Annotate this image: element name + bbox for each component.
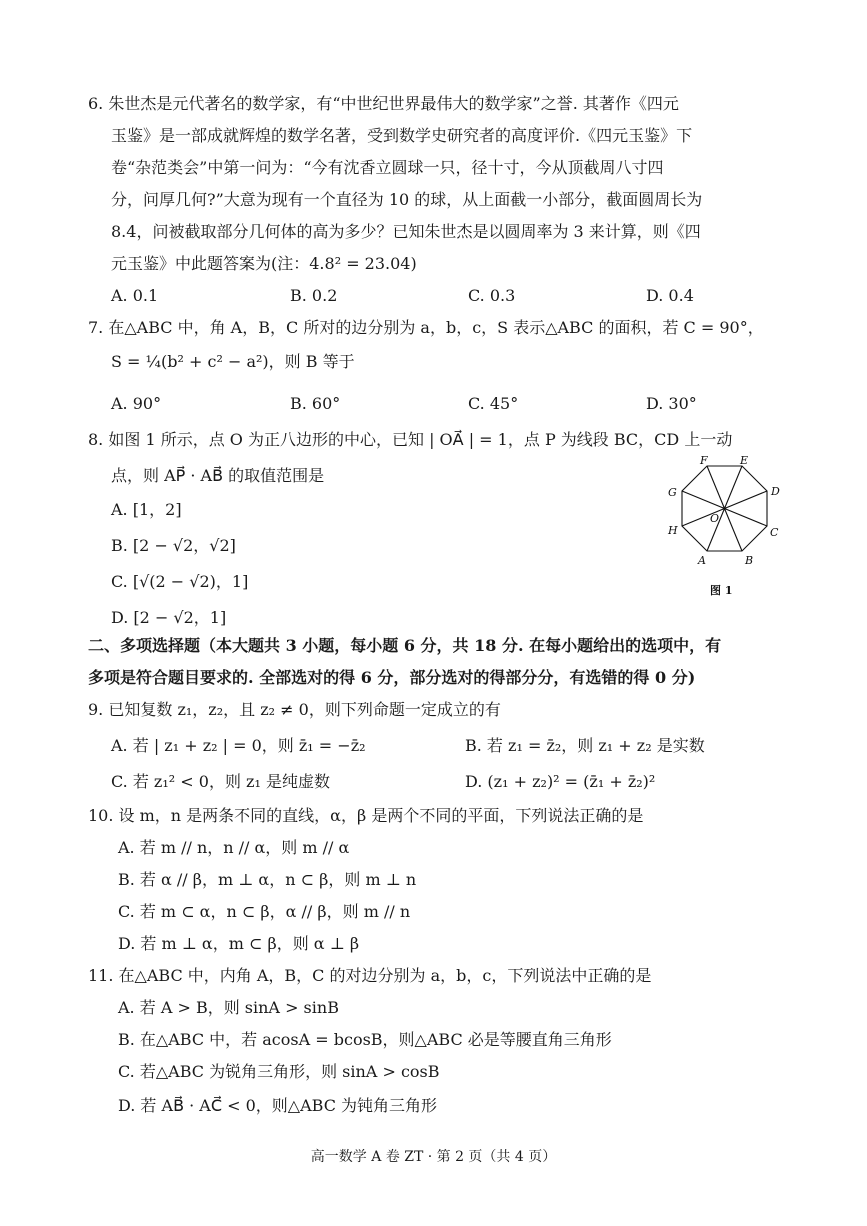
q11-option-b: B. 在△ABC 中，若 acosA = bcosB，则△ABC 必是等腰直角三角形 — [118, 1030, 612, 1049]
q7-option-c: C. 45° — [468, 394, 519, 413]
q10-option-a: A. 若 m // n，n // α，则 m // α — [118, 838, 350, 857]
q10-option-b: B. 若 α // β，m ⊥ α，n ⊂ β，则 m ⊥ n — [118, 870, 417, 889]
q10-line-1: 10. 设 m，n 是两条不同的直线，α，β 是两个不同的平面，下列说法正确的是 — [88, 806, 644, 825]
q8-line-2: 点，则 AP⃗ · AB⃗ 的取值范围是 — [111, 466, 325, 485]
q9-option-a: A. 若 | z₁ + z₂ | = 0，则 z̄₁ = −z̄₂ — [111, 736, 366, 755]
label-f: F — [700, 456, 708, 467]
q9-option-d: D. (z₁ + z₂)² = (z̄₁ + z̄₂)² — [465, 772, 656, 791]
q6-line-3: 卷“杂范类会”中第一问为：“今有沈香立圆球一只，径十寸，今从顶截周八寸四 — [111, 158, 664, 177]
q10-option-c: C. 若 m ⊂ α，n ⊂ β，α // β，则 m // n — [118, 902, 411, 921]
q6-line-6: 元玉鉴》中此题答案为(注：4.8² = 23.04) — [111, 254, 417, 273]
q8-line-1: 8. 如图 1 所示，点 O 为正八边形的中心，已知 | OA⃗ | = 1，点 P 为线段 BC，CD 上一动 — [88, 430, 733, 449]
q10-option-d: D. 若 m ⊥ α，m ⊂ β，则 α ⊥ β — [118, 934, 360, 953]
q8-option-b: B. [2 − √2，√2] — [111, 536, 236, 555]
q7-line-1: 7. 在△ABC 中，角 A，B，C 所对的边分别为 a，b，c，S 表示△ABC 的面积，若 C = 90°， — [88, 318, 764, 337]
q8-option-c: C. [√(2 − √2)，1] — [111, 572, 249, 591]
q11-option-a: A. 若 A > B，则 sinA > sinB — [118, 998, 339, 1017]
label-c: C — [770, 526, 779, 539]
q6-line-4: 分，问厚几何?”大意为现有一个直径为 10 的球，从上面截一小部分，截面圆周长为 — [111, 190, 703, 209]
q6-option-c: C. 0.3 — [468, 286, 516, 305]
section-2-line-2: 多项是符合题目要求的. 全部选对的得 6 分，部分选对的得部分分，有选错的得 0 分) — [88, 668, 696, 687]
q8-option-a: A. [1，2] — [111, 500, 182, 519]
label-g: G — [668, 486, 677, 499]
q7-option-b: B. 60° — [290, 394, 341, 413]
q6-option-a: A. 0.1 — [111, 286, 159, 305]
q7-option-a: A. 90° — [111, 394, 162, 413]
label-o: O — [710, 512, 720, 525]
q6-line-1: 6. 朱世杰是元代著名的数学家，有“中世纪世界最伟大的数学家”之誉. 其著作《四元 — [88, 94, 679, 113]
q11-option-c: C. 若△ABC 为锐角三角形，则 sinA > cosB — [118, 1062, 440, 1081]
page-footer: 高一数学 A 卷 ZT · 第 2 页（共 4 页） — [310, 1149, 557, 1165]
q6-option-d: D. 0.4 — [646, 286, 694, 305]
label-d: D — [771, 485, 780, 498]
q7-option-d: D. 30° — [646, 394, 697, 413]
label-a: A — [698, 554, 706, 567]
q9-line-1: 9. 已知复数 z₁，z₂，且 z₂ ≠ 0，则下列命题一定成立的有 — [88, 700, 501, 719]
q8-option-d: D. [2 − √2，1] — [111, 608, 227, 627]
q6-line-5: 8.4，问被截取部分几何体的高为多少？已知朱世杰是以圆周率为 3 来计算，则《四 — [111, 222, 701, 241]
octagon-figure — [660, 456, 790, 606]
label-e: E — [740, 456, 749, 467]
section-2-line-1: 二、多项选择题（本大题共 3 小题，每小题 6 分，共 18 分. 在每小题给出的选项中，有 — [88, 636, 722, 655]
q6-line-2: 玉鉴》是一部成就辉煌的数学名著，受到数学史研究者的高度评价.《四元玉鉴》下 — [111, 126, 693, 145]
q6-option-b: B. 0.2 — [290, 286, 338, 305]
q11-option-d: D. 若 AB⃗ · AC⃗ < 0，则△ABC 为钝角三角形 — [118, 1096, 438, 1115]
q7-line-2: S = ¼(b² + c² − a²)，则 B 等于 — [111, 352, 355, 371]
q9-option-c: C. 若 z₁² < 0，则 z₁ 是纯虚数 — [111, 772, 330, 791]
figure-caption: 图 1 — [710, 584, 733, 597]
q11-line-1: 11. 在△ABC 中，内角 A，B，C 的对边分别为 a，b，c，下列说法中正确的是 — [88, 966, 652, 985]
label-h: H — [668, 524, 678, 537]
label-b: B — [745, 554, 754, 567]
q9-option-b: B. 若 z₁ = z̄₂，则 z₁ + z₂ 是实数 — [465, 736, 705, 755]
